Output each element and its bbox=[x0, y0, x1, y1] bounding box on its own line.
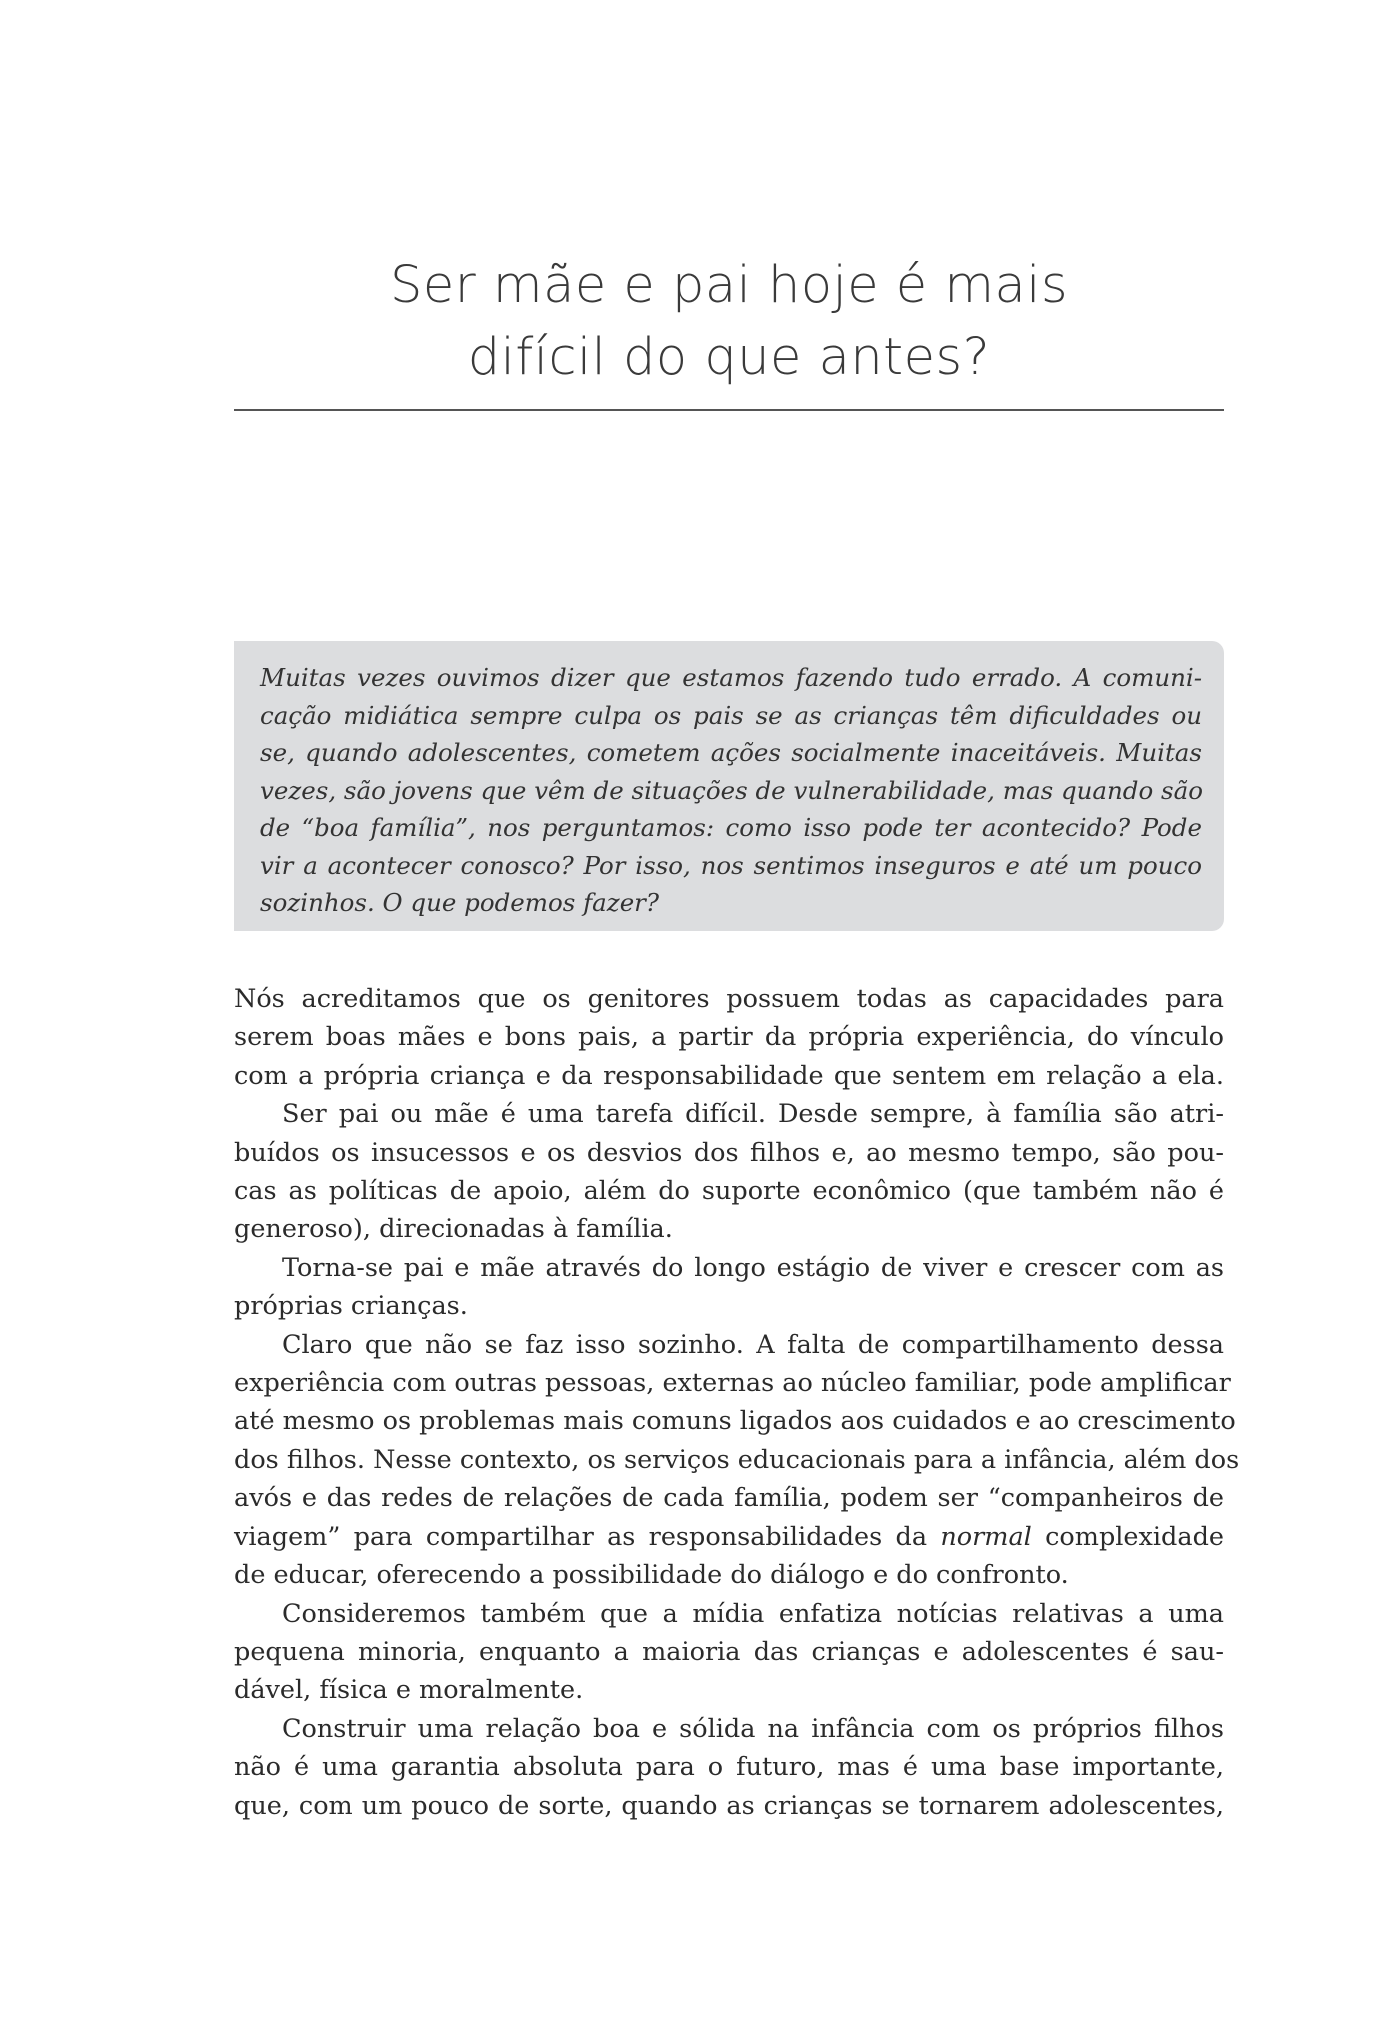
intro-line: Muitas vezes ouvimos dizer que estamos fazendo tudo errado. A comuni- bbox=[260, 663, 1202, 692]
paragraph-line bbox=[234, 1518, 1224, 1556]
paragraph-line: não é uma garantia absoluta para o futuro, mas é uma base importante, bbox=[234, 1752, 1224, 1783]
paragraph-line: dos filhos. Nesse contexto, os serviços educacionais para a infância, além dos bbox=[234, 1444, 1240, 1475]
paragraph-line: avós e das redes de relações de cada família, podem ser “companheiros de bbox=[234, 1483, 1224, 1514]
paragraph-line: cas as políticas de apoio, além do suporte econômico (que também não é bbox=[234, 1176, 1224, 1207]
paragraph-line: generoso), direcionadas à família. bbox=[234, 1214, 673, 1245]
emphasis-normal: normal bbox=[940, 1521, 1032, 1552]
paragraph-line: Claro que não se faz isso sozinho. A falta de compartilhamento dessa bbox=[282, 1329, 1224, 1360]
chapter-title-line: Ser mãe e pai hoje é mais bbox=[389, 256, 1069, 315]
text-run: complexidade bbox=[1031, 1521, 1224, 1552]
chapter-title bbox=[234, 250, 1224, 394]
paragraph-line: buídos os insucessos e os desvios dos filhos e, ao mesmo tempo, são pou- bbox=[234, 1137, 1224, 1168]
paragraph-line: serem boas mães e bons pais, a partir da própria experiência, do vínculo bbox=[234, 1022, 1224, 1053]
intro-callout-text bbox=[260, 659, 1202, 922]
intro-line: se, quando adolescentes, cometem ações socialmente inaceitáveis. Muitas bbox=[260, 738, 1202, 767]
intro-line: de “boa família”, nos perguntamos: como isso pode ter acontecido? Pode bbox=[260, 813, 1202, 842]
paragraph-line: até mesmo os problemas mais comuns ligados aos cuidados e ao crescimento bbox=[234, 1406, 1236, 1437]
body-text bbox=[234, 980, 1240, 1825]
intro-line: cação midiática sempre culpa os pais se as crianças têm dificuldades ou bbox=[260, 700, 1202, 730]
chapter-title-line: difícil do que antes? bbox=[467, 328, 991, 387]
paragraph-line: pequena minoria, enquanto a maioria das crianças e adolescentes é sau- bbox=[234, 1636, 1224, 1667]
intro-line: vezes, são jovens que vêm de situações de vulnerabilidade, mas quando são bbox=[260, 775, 1203, 805]
paragraph bbox=[234, 1710, 1224, 1825]
paragraph-line: Torna-se pai e mãe através do longo estágio de viver e crescer com as bbox=[282, 1252, 1224, 1283]
paragraph bbox=[234, 1595, 1224, 1710]
paragraph bbox=[234, 1095, 1224, 1249]
paragraph-line: de educar, oferecendo a possibilidade do diálogo e do confronto. bbox=[234, 1560, 1069, 1591]
paragraph bbox=[234, 1249, 1224, 1326]
intro-line: vir a acontecer conosco? Por isso, nos sentimos inseguros e até um pouco bbox=[260, 850, 1202, 880]
paragraph-line: próprias crianças. bbox=[234, 1291, 468, 1322]
intro-line: sozinhos. O que podemos fazer? bbox=[260, 888, 660, 917]
paragraph-line: com a própria criança e da responsabilidade que sentem em relação a ela. bbox=[234, 1060, 1224, 1091]
text-run: viagem” para compartilhar as responsabilidades da bbox=[234, 1521, 941, 1552]
paragraph-line: Construir uma relação boa e sólida na infância com os próprios filhos bbox=[282, 1713, 1224, 1744]
paragraph-line: que, com um pouco de sorte, quando as crianças se tornarem adolescentes, bbox=[234, 1790, 1224, 1821]
paragraph-line: experiência com outras pessoas, externas ao núcleo familiar, pode amplificar bbox=[234, 1368, 1231, 1399]
paragraph-line: Nós acreditamos que os genitores possuem todas as capacidades para bbox=[234, 984, 1224, 1014]
paragraph-line: dável, física e moralmente. bbox=[234, 1675, 584, 1706]
title-divider bbox=[234, 409, 1224, 411]
paragraph bbox=[234, 1326, 1240, 1595]
intro-callout-box bbox=[234, 641, 1224, 931]
paragraph-line: Ser pai ou mãe é uma tarefa difícil. Desde sempre, à família são atri- bbox=[282, 1099, 1224, 1130]
paragraph bbox=[234, 980, 1224, 1095]
paragraph-line: Consideremos também que a mídia enfatiza notícias relativas a uma bbox=[282, 1598, 1224, 1629]
